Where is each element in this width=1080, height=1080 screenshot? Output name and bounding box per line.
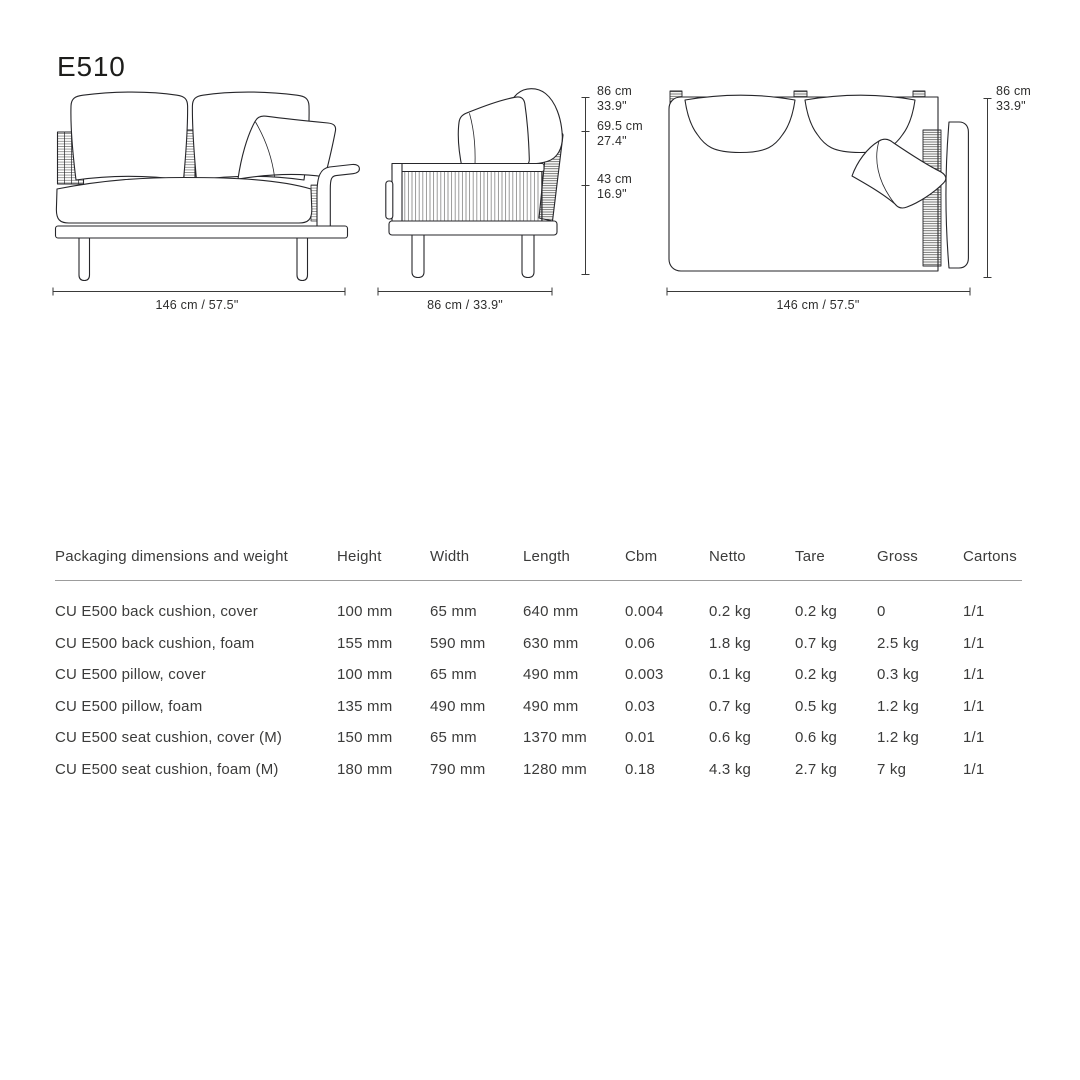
table-cell: 490 mm xyxy=(523,697,579,715)
side-height-dim-label-69: 69.5 cm 27.4" xyxy=(597,119,643,148)
table-cell: 155 mm xyxy=(337,634,393,652)
table-cell: 1.8 kg xyxy=(709,634,752,652)
column-header: Cartons xyxy=(963,548,1017,565)
dimension-lines-overlay xyxy=(0,0,1080,340)
table-cell: 0.3 kg xyxy=(877,666,920,683)
table-row xyxy=(55,659,1022,691)
table-cell: 65 mm xyxy=(430,729,477,746)
table-cell: 135 mm xyxy=(337,697,393,715)
table-cell: 1/1 xyxy=(963,603,985,620)
table-cell: 590 mm xyxy=(430,634,486,652)
column-header: Length xyxy=(523,548,571,565)
table-row xyxy=(55,722,1022,754)
table-cell: 1/1 xyxy=(963,697,985,715)
table-row xyxy=(55,596,1022,628)
table-cell: 0.7 kg xyxy=(795,634,838,652)
table-cell: 7 kg xyxy=(877,760,907,778)
table-cell: 65 mm xyxy=(430,603,477,620)
table-cell: CU E500 back cushion, cover xyxy=(55,603,259,620)
front-width-dim-label: 146 cm / 57.5" xyxy=(155,298,239,312)
table-cell: 0.2 kg xyxy=(795,666,838,683)
column-header: Height xyxy=(337,548,382,565)
table-cell: 150 mm xyxy=(337,729,393,746)
table-cell: 2.5 kg xyxy=(877,634,920,652)
table-cell: 1370 mm xyxy=(523,729,587,746)
table-cell: 0.1 kg xyxy=(709,666,752,683)
table-cell: 490 mm xyxy=(430,697,486,715)
table-cell: 0.6 kg xyxy=(795,729,838,746)
column-header: Tare xyxy=(795,548,825,565)
table-cell: 0.01 xyxy=(625,729,655,746)
table-cell: 0.6 kg xyxy=(709,729,752,746)
table-cell: 0.18 xyxy=(625,760,655,778)
table-body xyxy=(55,581,1022,785)
column-header: Netto xyxy=(709,548,746,565)
table-cell: 100 mm xyxy=(337,666,393,683)
column-header: Packaging dimensions and weight xyxy=(55,548,289,565)
table-cell: CU E500 pillow, foam xyxy=(55,697,203,715)
table-cell: 0.2 kg xyxy=(795,603,838,620)
table-cell: CU E500 seat cushion, cover (M) xyxy=(55,729,283,746)
table-cell: CU E500 seat cushion, foam (M) xyxy=(55,760,279,778)
table-cell: CU E500 pillow, cover xyxy=(55,666,206,683)
table-cell: 0.5 kg xyxy=(795,697,838,715)
table-cell: 0 xyxy=(877,603,886,620)
table-cell: 0.03 xyxy=(625,697,655,715)
table-cell: 65 mm xyxy=(430,666,477,683)
table-cell: 0.004 xyxy=(625,603,664,620)
table-cell: 630 mm xyxy=(523,634,579,652)
table-cell: 790 mm xyxy=(430,760,486,778)
table-cell: 1280 mm xyxy=(523,760,587,778)
packaging-table xyxy=(55,548,1022,785)
table-cell: 0.7 kg xyxy=(709,697,752,715)
side-height-dim-label-86: 86 cm 33.9" xyxy=(597,84,633,113)
column-header: Cbm xyxy=(625,548,658,565)
table-row xyxy=(55,691,1022,723)
table-cell: CU E500 back cushion, foam xyxy=(55,634,255,652)
table-cell: 490 mm xyxy=(523,666,579,683)
table-cell: 1/1 xyxy=(963,729,985,746)
top-width-dim-label: 146 cm / 57.5" xyxy=(776,298,860,312)
table-cell: 1/1 xyxy=(963,760,985,778)
table-cell: 4.3 kg xyxy=(709,760,752,778)
table-cell: 2.7 kg xyxy=(795,760,838,778)
column-header: Gross xyxy=(877,548,919,565)
side-width-dim-label: 86 cm / 33.9" xyxy=(427,298,503,312)
side-height-dim-label-43: 43 cm 16.9" xyxy=(597,172,633,201)
table-cell: 0.2 kg xyxy=(709,603,752,620)
table-row xyxy=(55,754,1022,786)
table-cell: 640 mm xyxy=(523,603,579,620)
table-cell: 180 mm xyxy=(337,760,393,778)
table-row xyxy=(55,628,1022,660)
table-cell: 0.06 xyxy=(625,634,655,652)
table-cell: 1.2 kg xyxy=(877,729,920,746)
top-depth-dim-label: 86 cm 33.9" xyxy=(996,84,1032,113)
table-header-row xyxy=(55,548,1022,566)
page-title: E510 xyxy=(57,51,126,82)
table-cell: 1/1 xyxy=(963,666,985,683)
table-cell: 0.003 xyxy=(625,666,664,683)
table-cell: 1/1 xyxy=(963,634,985,652)
table-cell: 1.2 kg xyxy=(877,697,920,715)
column-header: Width xyxy=(430,548,470,565)
table-cell: 100 mm xyxy=(337,603,393,620)
